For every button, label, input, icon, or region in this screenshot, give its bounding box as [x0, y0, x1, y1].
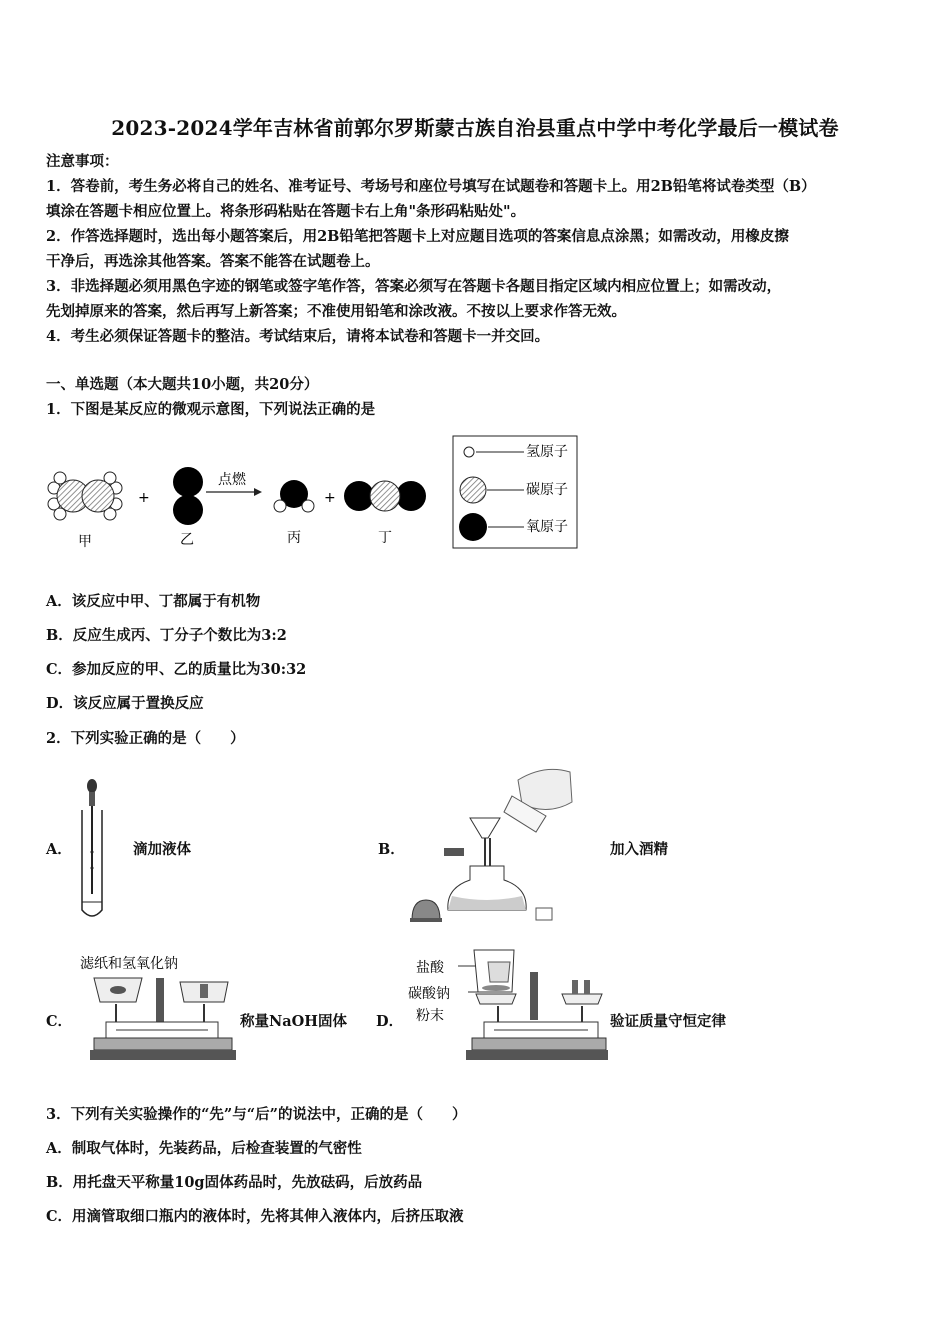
q1-option-d: D．该反应属于置换反应 — [46, 695, 204, 712]
q1-option-a: A．该反应中甲、丁都属于有机物 — [46, 593, 261, 610]
legend-carbon: 碳原子 — [526, 482, 568, 498]
powder-label: 粉末 — [416, 1008, 444, 1024]
molecule-jia — [48, 472, 122, 520]
q2-option-b-letter: B． — [378, 841, 405, 858]
hydrochloric-acid-label: 盐酸 — [416, 960, 444, 976]
filter-paper-naoh-label: 滤纸和氢氧化钠 — [80, 956, 178, 972]
label-bing: 丙 — [287, 530, 301, 546]
notice-line: 3．非选择题必须用黑色字迹的钢笔或签字笔作答，答案必须写在答题卡各题目指定区域内相应位置上；如需改动， — [46, 278, 782, 295]
sodium-carbonate-label: 碳酸钠 — [408, 986, 450, 1002]
molecule-yi — [173, 467, 203, 525]
reaction-diagram — [40, 430, 600, 550]
q2-option-b-text: 加入酒精 — [610, 841, 668, 858]
q1-stem: 1．下图是某反应的微观示意图，下列说法正确的是 — [46, 401, 376, 418]
q2-option-d-letter: D． — [376, 1013, 404, 1030]
q1-option-c: C．参加反应的甲、乙的质量比为30:32 — [46, 661, 307, 678]
q3-stem: 3．下列有关实验操作的“先”与“后”的说法中，正确的是（ ） — [46, 1106, 467, 1123]
legend-oxygen: 氧原子 — [526, 519, 568, 535]
q2-option-a-text: 滴加液体 — [133, 841, 191, 858]
oxygen-atom-icon — [459, 513, 487, 541]
notice-line: 先划掉原来的答案，然后再写上新答案；不准使用铅笔和涂改液。不按以上要求作答无效。 — [46, 303, 626, 320]
notice-line: 填涂在答题卡相应位置上。将条形码粘贴在答题卡右上角"条形码粘贴处"。 — [46, 203, 526, 220]
q2-option-a-letter: A． — [46, 841, 72, 858]
plus-sign: + — [324, 490, 336, 506]
reaction-condition: 点燃 — [218, 472, 246, 488]
q2-option-c-letter: C． — [46, 1013, 73, 1030]
balance-beaker-figure — [404, 944, 608, 1068]
q3-option-c: C．用滴管取细口瓶内的液体时，先将其伸入液体内，后挤压取液 — [46, 1208, 464, 1225]
legend-hydrogen: 氢原子 — [526, 444, 568, 460]
q1-option-b: B．反应生成丙、丁分子个数比为3:2 — [46, 627, 287, 644]
label-ding: 丁 — [378, 530, 392, 546]
molecule-ding — [344, 481, 426, 511]
label-jia: 甲 — [78, 534, 92, 550]
notice-line: 2．作答选择题时，选出每小题答案后，用2B铅笔把答题卡上对应题目选项的答案信息点涂黑；如需改动，用橡皮擦 — [46, 228, 789, 245]
q2-option-d-text: 验证质量守恒定律 — [610, 1013, 726, 1030]
plus-sign: + — [138, 490, 150, 506]
notice-line: 干净后，再选涂其他答案。答案不能答在试题卷上。 — [46, 253, 380, 270]
legend — [453, 436, 577, 548]
balance-naoh-figure — [76, 948, 240, 1068]
q3-option-b: B．用托盘天平称量10g固体药品时，先放砝码，后放药品 — [46, 1174, 423, 1191]
carbon-atom-icon — [460, 477, 486, 503]
q2-option-c-text: 称量NaOH固体 — [240, 1013, 347, 1030]
q2-stem: 2．下列实验正确的是（ ） — [46, 730, 245, 747]
notice-line: 4．考生必须保证答题卡的整洁。考试结束后，请将本试卷和答题卡一并交回。 — [46, 328, 550, 345]
hydrogen-atom-icon — [464, 447, 474, 457]
section-heading: 一、单选题（本大题共10小题，共20分） — [46, 376, 319, 393]
page-title: 2023-2024学年吉林省前郭尔罗斯蒙古族自治县重点中学中考化学最后一模试卷 — [111, 116, 839, 140]
notice-line: 1．答卷前，考生务必将自己的姓名、准考证号、考场号和座位号填写在试题卷和答题卡上。用2B铅笔将试卷类型（B） — [46, 178, 816, 195]
alcohol-lamp-figure — [408, 762, 578, 928]
label-yi: 乙 — [180, 532, 194, 548]
notice-heading: 注意事项： — [46, 153, 119, 170]
molecule-bing — [274, 480, 314, 512]
q3-option-a: A．制取气体时，先装药品，后检查装置的气密性 — [46, 1140, 362, 1157]
dropper-tube-figure — [70, 776, 120, 926]
